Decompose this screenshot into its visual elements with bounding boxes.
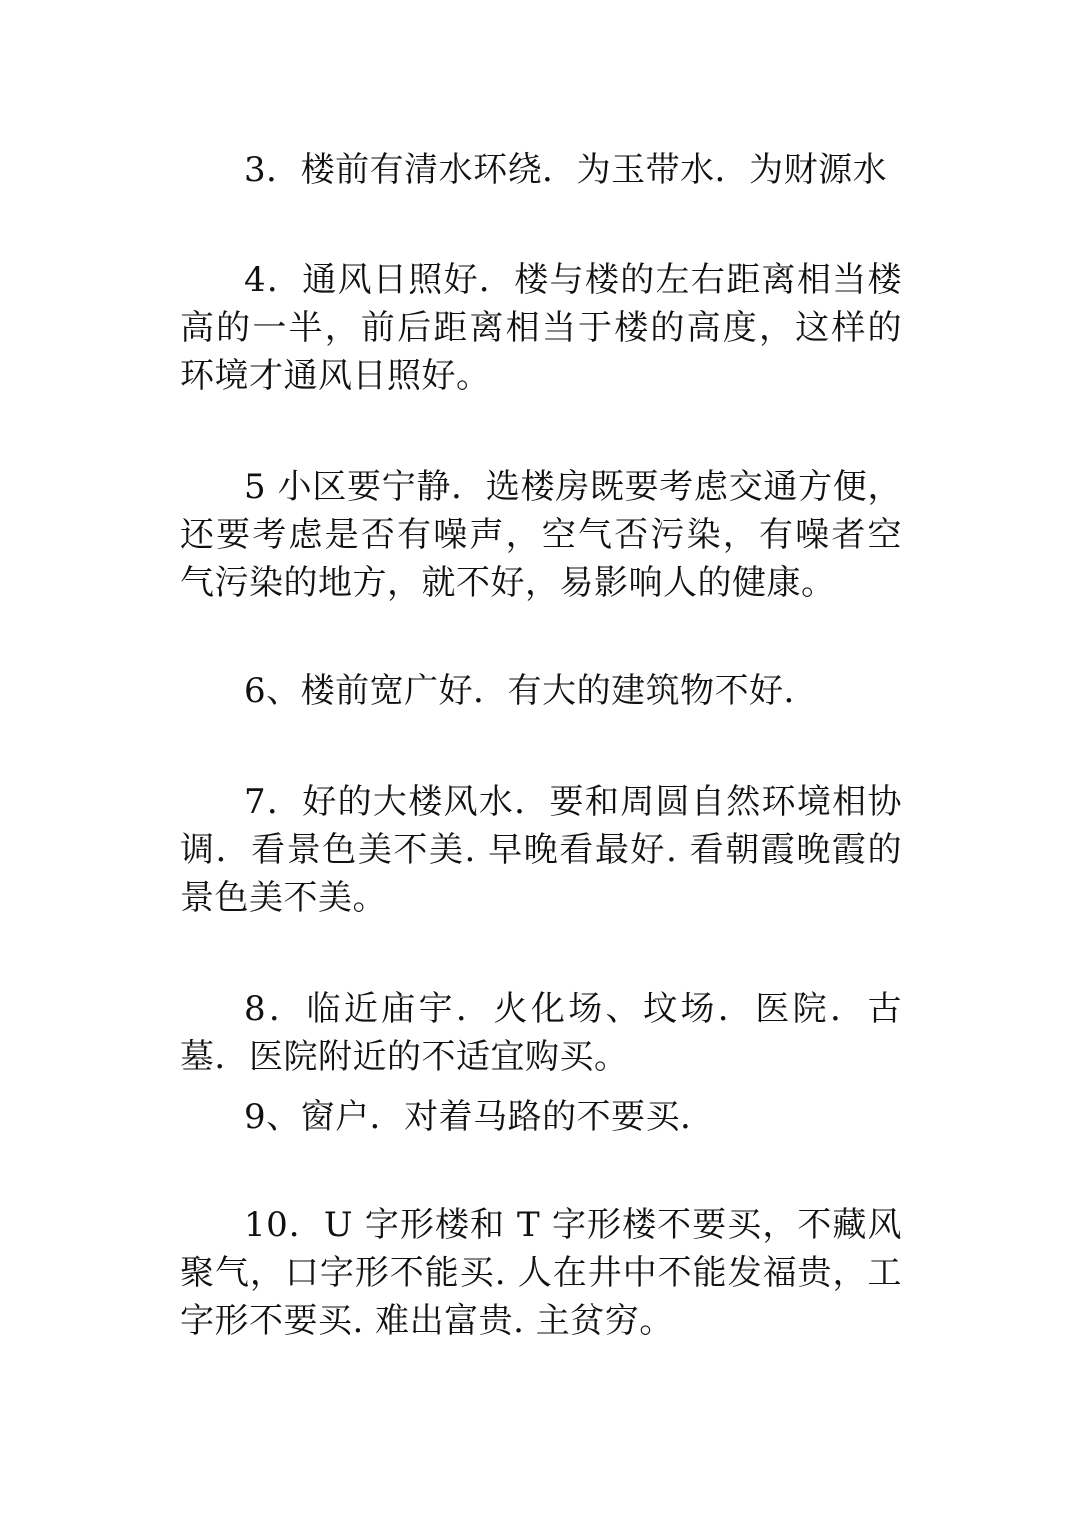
paragraph-item-9: 9、窗户．对着马路的不要买．	[244, 1097, 715, 1137]
paragraph-item-4: 4．通风日照好．楼与楼的左右距离相当楼高的一半，前后距离相当于楼的高度，这样的环境才通风日照好。	[180, 260, 902, 396]
paragraph-item-5: 5 小区要宁静．选楼房既要考虑交通方便，还要考虑是否有噪声，空气否污染，有噪者空气污染的地方，就不好，易影响人的健康。	[180, 467, 902, 603]
paragraph-item-7: 7．好的大楼风水．要和周圆自然环境相协调．看景色美不美. 早晚看最好. 看朝霞晚霞的景色美不美。	[180, 782, 902, 918]
paragraph-item-8: 8．临近庙宇．火化场、坟场．医院．古墓．医院附近的不适宜购买。	[180, 989, 902, 1077]
paragraph-item-6: 6、楼前宽广好．有大的建筑物不好．	[244, 671, 819, 711]
paragraph-item-10: 10．U 字形楼和 T 字形楼不要买，不藏风聚气，口字形不能买. 人在井中不能发福贵，工字形不要买. 难出富贵. 主贫穷。	[180, 1205, 902, 1341]
paragraph-item-3: 3．楼前有清水环绕．为玉带水．为财源水	[244, 150, 888, 190]
